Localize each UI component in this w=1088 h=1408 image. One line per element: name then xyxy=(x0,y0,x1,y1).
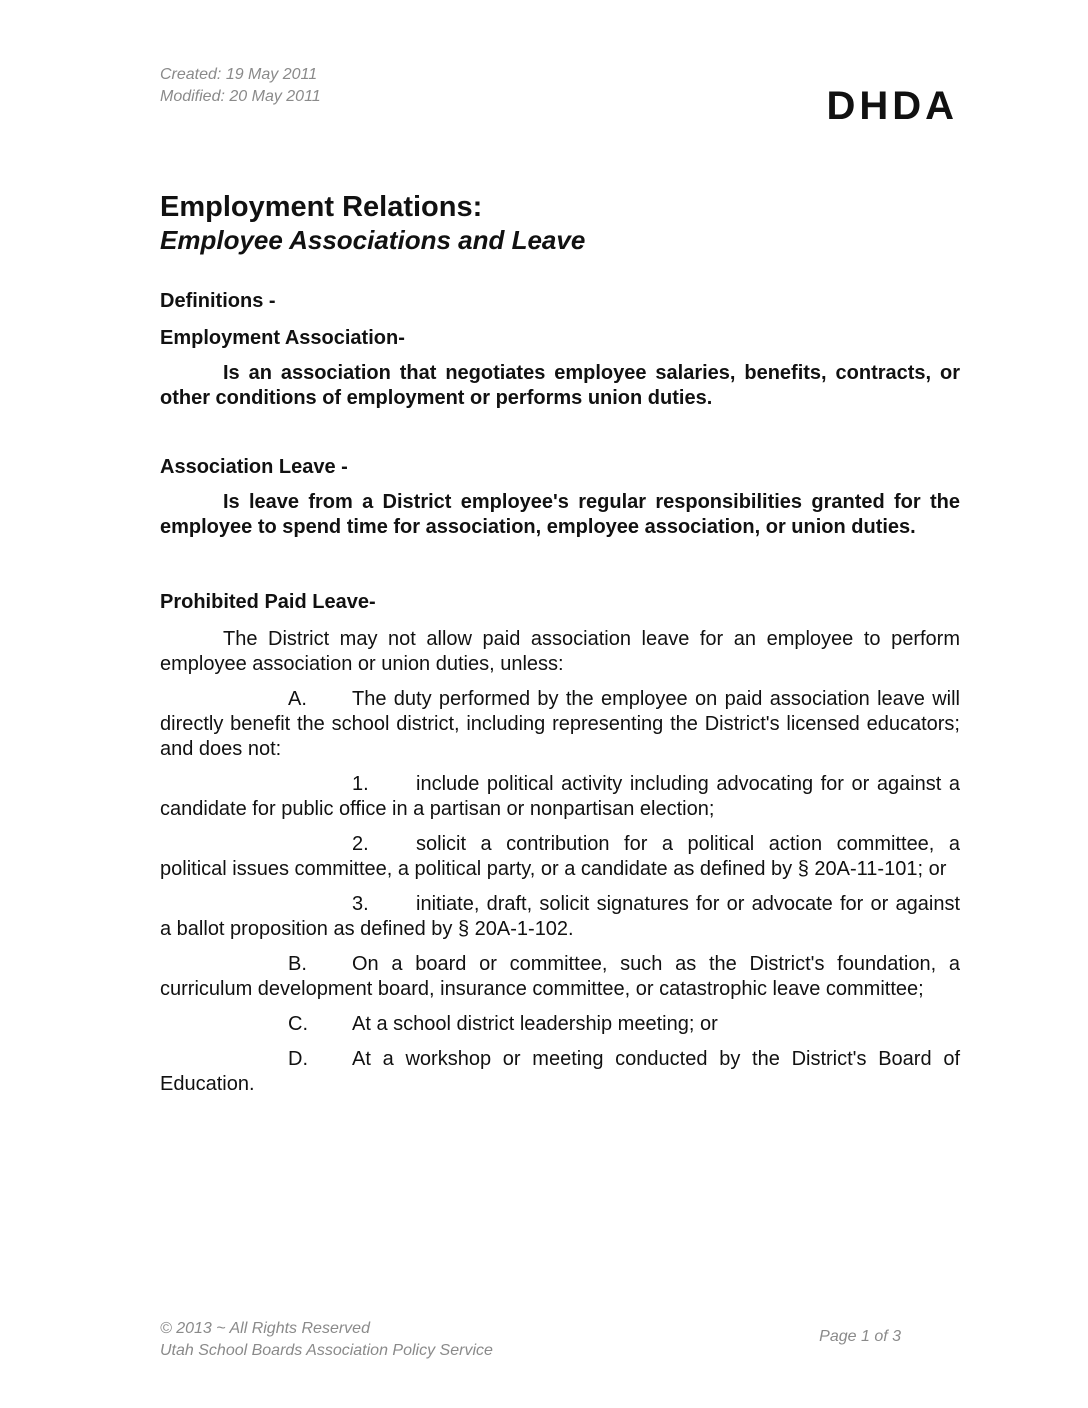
modified-date: Modified: 20 May 2011 xyxy=(160,88,321,105)
definitions-heading: Definitions - xyxy=(160,290,276,312)
list-item-text: solicit a contribution for a political action committee, a political issues committee, a political party, or a candidate as defined by § 20A-11-101; or xyxy=(160,833,960,880)
copyright-notice: © 2013 ~ All Rights Reserved xyxy=(160,1320,370,1337)
list-item-text: On a board or committee, such as the District's foundation, a curriculum development board, insurance committee, or catastrophic leave committee; xyxy=(160,953,960,1000)
list-item-label: D. xyxy=(288,1048,308,1070)
policy-code: DHDA xyxy=(826,84,958,128)
prohibited-intro: The District may not allow paid association leave for an employee to perform employee association or union duties, unless: xyxy=(160,628,960,675)
list-item xyxy=(160,952,960,1002)
document-metadata xyxy=(160,64,321,108)
document-body xyxy=(160,190,960,1107)
page-title: Employment Relations: xyxy=(160,191,483,223)
list-item-text: include political activity including advocating for or against a candidate for public office in a partisan or nonpartisan election; xyxy=(160,773,960,820)
list-item xyxy=(160,772,960,822)
employment-association-heading: Employment Association- xyxy=(160,327,405,349)
list-item xyxy=(160,892,960,942)
association-leave-definition: Is leave from a District employee's regular responsibilities granted for the employee to spend time for association, employee association, or union duties. xyxy=(160,491,960,538)
association-leave-heading: Association Leave - xyxy=(160,456,348,478)
list-item xyxy=(160,1012,960,1037)
list-item xyxy=(160,832,960,882)
prohibited-paid-leave-heading: Prohibited Paid Leave- xyxy=(160,591,376,613)
policy-service-name: Utah School Boards Association Policy Service xyxy=(160,1342,493,1359)
list-item-label: B. xyxy=(288,953,307,975)
list-item xyxy=(160,1047,960,1097)
list-item-label: 1. xyxy=(352,773,369,795)
page-number: Page 1 of 3 xyxy=(819,1328,901,1345)
footer-copyright-block xyxy=(160,1318,493,1362)
list-item-text: At a workshop or meeting conducted by the District's Board of Education. xyxy=(160,1048,960,1095)
list-item-label: A. xyxy=(288,688,307,710)
list-item-label: 2. xyxy=(352,833,369,855)
list-item-text: The duty performed by the employee on paid association leave will directly benefit the school district, including representing the District's licensed educators; and does not: xyxy=(160,688,960,760)
list-item-label: 3. xyxy=(352,893,369,915)
list-item xyxy=(160,687,960,762)
created-date: Created: 19 May 2011 xyxy=(160,66,318,83)
list-item-text: initiate, draft, solicit signatures for or advocate for or against a ballot proposition as defined by § 20A-1-102. xyxy=(160,893,960,940)
page-subtitle: Employee Associations and Leave xyxy=(160,225,586,255)
employment-association-definition: Is an association that negotiates employee salaries, benefits, contracts, or other conditions of employment or performs union duties. xyxy=(160,362,960,409)
list-item-label: C. xyxy=(288,1013,308,1035)
list-item-text: At a school district leadership meeting; or xyxy=(352,1013,718,1035)
